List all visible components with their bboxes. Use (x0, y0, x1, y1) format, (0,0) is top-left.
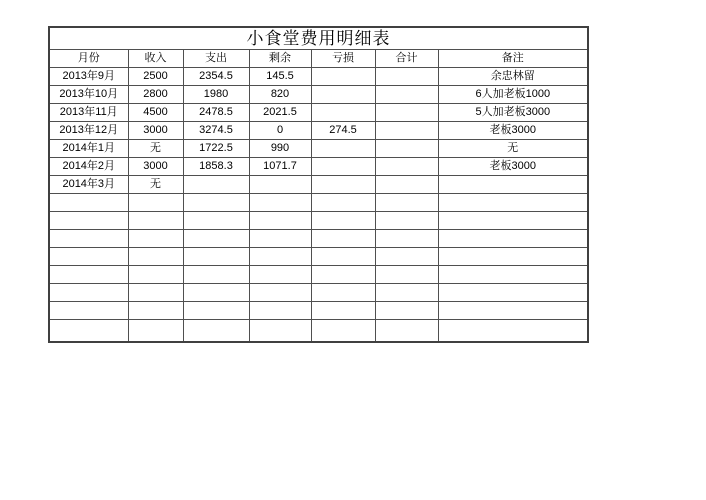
cell-expense: 1722.5 (183, 140, 249, 158)
column-header-total: 合计 (375, 50, 438, 68)
cell-month: 2014年1月 (49, 140, 128, 158)
cell-remarks (438, 194, 588, 212)
table-row (49, 104, 588, 122)
cell-remarks (438, 176, 588, 194)
cell-expense: 1980 (183, 86, 249, 104)
table-row (49, 140, 588, 158)
cell-income (128, 248, 183, 266)
cell-loss (311, 104, 375, 122)
table-row (49, 68, 588, 86)
cell-total (375, 122, 438, 140)
cell-expense (183, 176, 249, 194)
cell-expense (183, 320, 249, 343)
column-header-expense: 支出 (183, 50, 249, 68)
cell-total (375, 86, 438, 104)
cell-expense (183, 302, 249, 320)
cell-total (375, 194, 438, 212)
cell-income: 3000 (128, 122, 183, 140)
cell-expense: 1858.3 (183, 158, 249, 176)
cell-expense (183, 284, 249, 302)
cell-remarks (438, 320, 588, 343)
cell-loss (311, 158, 375, 176)
cell-remaining (249, 230, 311, 248)
cell-month (49, 248, 128, 266)
cell-loss (311, 86, 375, 104)
cell-remaining (249, 266, 311, 284)
cell-remaining (249, 284, 311, 302)
cell-loss (311, 212, 375, 230)
column-header-remarks: 备注 (438, 50, 588, 68)
cell-total (375, 176, 438, 194)
cell-remaining (249, 194, 311, 212)
empty-table-row (49, 320, 588, 343)
column-header-loss: 亏损 (311, 50, 375, 68)
cell-remaining (249, 176, 311, 194)
cell-month (49, 230, 128, 248)
cell-remaining: 145.5 (249, 68, 311, 86)
cell-total (375, 140, 438, 158)
cell-expense: 2478.5 (183, 104, 249, 122)
cell-total (375, 212, 438, 230)
cell-loss (311, 284, 375, 302)
cell-remarks (438, 284, 588, 302)
cell-total (375, 320, 438, 343)
empty-table-row (49, 194, 588, 212)
cell-income: 3000 (128, 158, 183, 176)
empty-table-row (49, 266, 588, 284)
cell-remarks: 余忠林留 (438, 68, 588, 86)
cell-remarks (438, 266, 588, 284)
cell-remaining: 1071.7 (249, 158, 311, 176)
cell-remarks: 老板3000 (438, 158, 588, 176)
column-header-month: 月份 (49, 50, 128, 68)
cell-income: 无 (128, 140, 183, 158)
cell-total (375, 230, 438, 248)
cell-income (128, 212, 183, 230)
cell-expense (183, 212, 249, 230)
cell-total (375, 248, 438, 266)
table-row (49, 122, 588, 140)
cell-remaining: 990 (249, 140, 311, 158)
cell-remaining (249, 212, 311, 230)
cell-income (128, 302, 183, 320)
cell-income: 无 (128, 176, 183, 194)
cell-loss: 274.5 (311, 122, 375, 140)
cell-loss (311, 248, 375, 266)
cell-income (128, 266, 183, 284)
cell-remarks: 5人加老板3000 (438, 104, 588, 122)
cell-total (375, 104, 438, 122)
cell-remaining: 820 (249, 86, 311, 104)
title-row (49, 27, 588, 50)
cell-income (128, 230, 183, 248)
cell-month (49, 266, 128, 284)
cell-expense: 2354.5 (183, 68, 249, 86)
cell-loss (311, 302, 375, 320)
cell-month: 2013年9月 (49, 68, 128, 86)
cell-income (128, 284, 183, 302)
cell-loss (311, 68, 375, 86)
empty-table-row (49, 248, 588, 266)
cell-month: 2013年10月 (49, 86, 128, 104)
cell-remarks (438, 212, 588, 230)
table-title: 小食堂费用明细表 (49, 27, 588, 50)
cell-total (375, 158, 438, 176)
cell-income: 2500 (128, 68, 183, 86)
cell-loss (311, 140, 375, 158)
cell-remarks: 6人加老板1000 (438, 86, 588, 104)
cell-remarks (438, 248, 588, 266)
table-row (49, 176, 588, 194)
cell-month: 2013年11月 (49, 104, 128, 122)
table-row (49, 86, 588, 104)
cell-expense (183, 248, 249, 266)
cell-total (375, 302, 438, 320)
cell-expense (183, 194, 249, 212)
cell-loss (311, 194, 375, 212)
cell-remarks: 老板3000 (438, 122, 588, 140)
cell-month (49, 320, 128, 343)
column-header-remaining: 剩余 (249, 50, 311, 68)
cell-month (49, 302, 128, 320)
empty-table-row (49, 212, 588, 230)
cell-remarks: 无 (438, 140, 588, 158)
cell-loss (311, 320, 375, 343)
cell-remaining: 2021.5 (249, 104, 311, 122)
cell-total (375, 68, 438, 86)
cell-loss (311, 266, 375, 284)
cell-loss (311, 230, 375, 248)
cell-month: 2014年2月 (49, 158, 128, 176)
column-header-income: 收入 (128, 50, 183, 68)
cell-total (375, 284, 438, 302)
cell-remaining: 0 (249, 122, 311, 140)
cell-income: 2800 (128, 86, 183, 104)
cell-income (128, 320, 183, 343)
cell-total (375, 266, 438, 284)
cell-month (49, 194, 128, 212)
empty-table-row (49, 284, 588, 302)
cell-remaining (249, 302, 311, 320)
cell-remarks (438, 302, 588, 320)
cell-income: 4500 (128, 104, 183, 122)
cell-income (128, 194, 183, 212)
empty-table-row (49, 302, 588, 320)
cell-expense: 3274.5 (183, 122, 249, 140)
cell-month: 2014年3月 (49, 176, 128, 194)
cell-loss (311, 176, 375, 194)
empty-table-row (49, 230, 588, 248)
header-row (49, 50, 588, 68)
cell-month (49, 212, 128, 230)
cell-expense (183, 266, 249, 284)
expense-table (48, 26, 589, 343)
cell-remaining (249, 248, 311, 266)
cell-month (49, 284, 128, 302)
cell-remarks (438, 230, 588, 248)
cell-remaining (249, 320, 311, 343)
cell-month: 2013年12月 (49, 122, 128, 140)
table-row (49, 158, 588, 176)
cell-expense (183, 230, 249, 248)
